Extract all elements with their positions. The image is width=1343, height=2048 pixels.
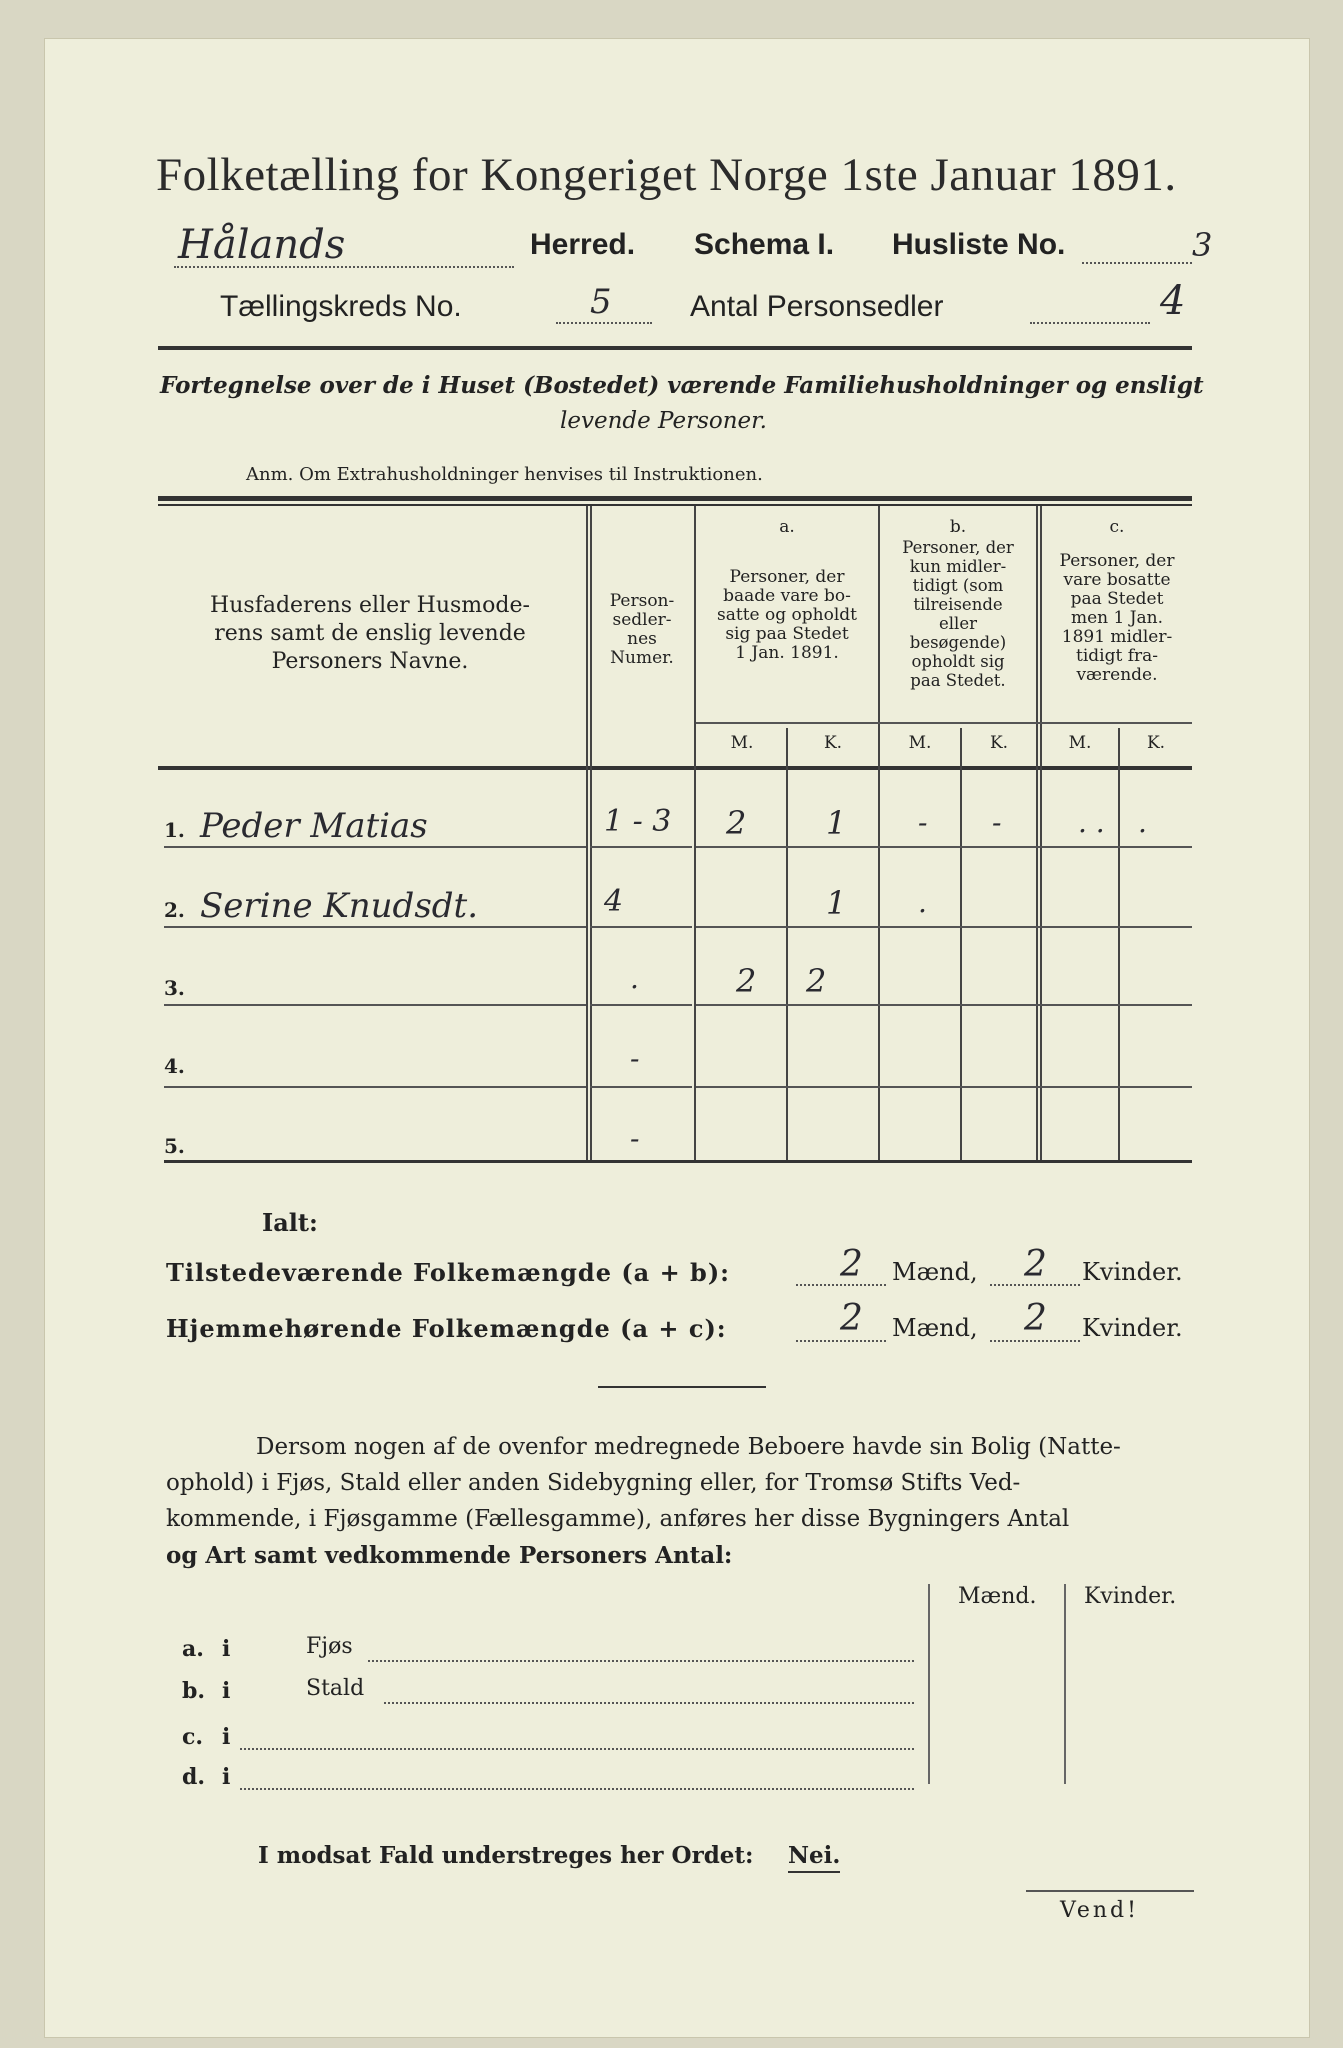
herred-label: Herred.: [530, 228, 636, 261]
tilstede-kvinder-label: Kvinder.: [1082, 1258, 1183, 1286]
col-sep-a-mk: [786, 728, 788, 1162]
a-m-value: 2: [736, 962, 757, 1000]
maend-column-label: Mænd.: [958, 1584, 1037, 1609]
row-number: 2.: [164, 898, 185, 922]
nei-word: Nei.: [788, 1842, 840, 1873]
row-number: 1.: [164, 818, 185, 842]
para-line-1: Dersom nogen af de ovenfor medregnede Beboere havde sin Bolig (Natte-: [256, 1434, 1121, 1460]
hjemme-label: Hjemmehørende Folkemængde (a + c):: [166, 1314, 727, 1343]
item-dotted-line: [240, 1748, 914, 1750]
vend-text: Vend!: [1060, 1898, 1139, 1923]
col-b-header: Personer, der kun midler- tidigt (som tilreisende eller besøgende) opholdt sig paa Stedet.: [902, 538, 1014, 690]
para-line-2: ophold) i Fjøs, Stald eller anden Sidebygning eller, for Tromsø Stifts Ved-: [166, 1470, 1021, 1496]
col-c-letter: c.: [1109, 517, 1125, 537]
vend-rule: [1026, 1890, 1194, 1892]
header-rule: [158, 346, 1192, 350]
antal-dotted-line: [1030, 322, 1150, 324]
col-a-header: Personer, der baade vare bo- satte og opholdt sig paa Stedet 1 Jan. 1891.: [717, 567, 857, 663]
item-dotted-line: [368, 1660, 914, 1662]
item-letter: d.: [182, 1764, 206, 1790]
col-b-letter: b.: [949, 517, 967, 537]
col-name-header: Husfaderens eller Husmode- rens samt de enslig levende Personers Navne.: [210, 593, 530, 674]
person-name: Peder Matias: [200, 806, 428, 846]
husliste-label: Husliste No.: [892, 228, 1066, 261]
person-name: Serine Knudsdt.: [200, 886, 479, 926]
col-c-header: Personer, der vare bosatte paa Stedet men 1 Jan. 1891 midler- tidigt fra- værende.: [1059, 551, 1175, 685]
row-rule: [590, 926, 692, 928]
row-rule: [696, 846, 1192, 848]
a-k-label: K.: [823, 733, 843, 753]
personsedler-number: -: [630, 1042, 640, 1075]
section-divider: [598, 1386, 766, 1388]
personsedler-number: .: [630, 962, 639, 995]
col-sep-name: [586, 506, 588, 1162]
ialt-label: Ialt:: [262, 1208, 318, 1237]
c-m-value: . .: [1078, 806, 1105, 839]
row-number: 3.: [164, 976, 185, 1000]
hjemme-maend-label: Mænd,: [892, 1314, 978, 1342]
item-text: Fjøs: [306, 1634, 353, 1659]
antal-label: Antal Personsedler: [690, 290, 944, 323]
personsedler-number: 4: [604, 884, 624, 919]
item-i: i: [222, 1724, 231, 1750]
row-rule: [164, 1086, 586, 1088]
row-number: 4.: [164, 1054, 185, 1078]
row-rule: [590, 1004, 692, 1006]
para-line-4: og Art samt vedkommende Personers Antal:: [166, 1542, 733, 1569]
row-rule: [590, 846, 692, 848]
kreds-label: Tællingskreds No.: [220, 290, 462, 323]
b-k-label: K.: [989, 733, 1009, 753]
personsedler-number: -: [630, 1122, 640, 1155]
mk-rule: [696, 722, 1192, 724]
row-rule: [696, 1086, 1192, 1088]
hjemme-kvinder-label: Kvinder.: [1082, 1314, 1183, 1342]
schema-label: Schema I.: [694, 228, 835, 261]
c-k-value: .: [1138, 806, 1147, 839]
hjemme-k-line: [990, 1340, 1080, 1342]
row-rule: [164, 926, 586, 928]
form-title: Folketælling for Kongeriget Norge 1ste Januar 1891.: [156, 149, 1177, 201]
herred-value: Hålands: [178, 222, 346, 268]
anm-note: Anm. Om Extrahusholdninger henvises til Instruktionen.: [246, 464, 763, 485]
a-k-value: 2: [806, 962, 827, 1000]
col-sep-c-mk: [1118, 728, 1120, 1162]
item-text: Stald: [306, 1676, 365, 1701]
row-number: 5.: [164, 1134, 185, 1158]
b-m-value: -: [918, 806, 928, 839]
kreds-value: 5: [590, 282, 612, 322]
kvinder-column-label: Kvinder.: [1084, 1584, 1177, 1609]
a-m-label: M.: [730, 733, 754, 753]
item-letter: c.: [182, 1724, 204, 1750]
b-m-label: M.: [908, 733, 932, 753]
bottom-col-sep-1: [928, 1584, 930, 1784]
item-letter: a.: [182, 1636, 204, 1662]
a-m-value: 2: [726, 804, 747, 842]
personsedler-number: 1 - 3: [604, 804, 672, 839]
tilstede-label: Tilstedeværende Folkemængde (a + b):: [166, 1258, 731, 1287]
husliste-value: 3: [1192, 226, 1213, 264]
tilstede-k-value: 2: [1024, 1244, 1047, 1285]
b-k-value: -: [992, 806, 1002, 839]
col-sep-b-mk: [960, 728, 962, 1162]
para-line-3: kommende, i Fjøsgamme (Fællesgamme), anføres her disse Bygningers Antal: [166, 1506, 1070, 1532]
row-rule: [164, 846, 586, 848]
row-rule: [696, 1004, 1192, 1006]
item-i: i: [222, 1764, 231, 1790]
item-letter: b.: [182, 1678, 206, 1704]
row-rule: [164, 1004, 586, 1006]
table-bottom-rule: [164, 1160, 1192, 1163]
col-num-header: Person- sedler- nes Numer.: [609, 591, 675, 668]
modsat-text: I modsat Fald understreges her Ordet:: [258, 1842, 754, 1869]
antal-value: 4: [1160, 278, 1186, 324]
intro-line-2: levende Personer.: [560, 408, 767, 434]
tilstede-maend-label: Mænd,: [892, 1258, 978, 1286]
herred-dotted-line: [174, 266, 514, 268]
a-k-value: 1: [826, 884, 847, 922]
kreds-dotted-line: [556, 322, 652, 324]
tilstede-m-value: 2: [840, 1244, 863, 1285]
col-sep-b: [1036, 506, 1038, 1162]
c-k-label: K.: [1146, 733, 1166, 753]
intro-line-1: Fortegnelse over de i Huset (Bostedet) værende Familiehusholdninger og ensligt: [160, 372, 1204, 399]
b-m-value: .: [918, 886, 927, 919]
hjemme-k-value: 2: [1024, 1298, 1047, 1339]
item-dotted-line: [240, 1788, 914, 1790]
hjemme-m-line: [796, 1340, 886, 1342]
husliste-dotted-line: [1082, 262, 1192, 264]
col-a-letter: a.: [779, 517, 795, 537]
item-i: i: [222, 1678, 231, 1704]
item-i: i: [222, 1636, 231, 1662]
c-m-label: M.: [1068, 733, 1092, 753]
hjemme-m-value: 2: [840, 1298, 863, 1339]
item-dotted-line: [384, 1702, 914, 1704]
table-top-rule: [158, 496, 1192, 501]
a-k-value: 1: [826, 804, 847, 842]
census-form-sheet: [44, 38, 1310, 2038]
row-rule: [590, 1086, 692, 1088]
bottom-col-sep-2: [1064, 1584, 1066, 1784]
row-rule: [696, 926, 1192, 928]
